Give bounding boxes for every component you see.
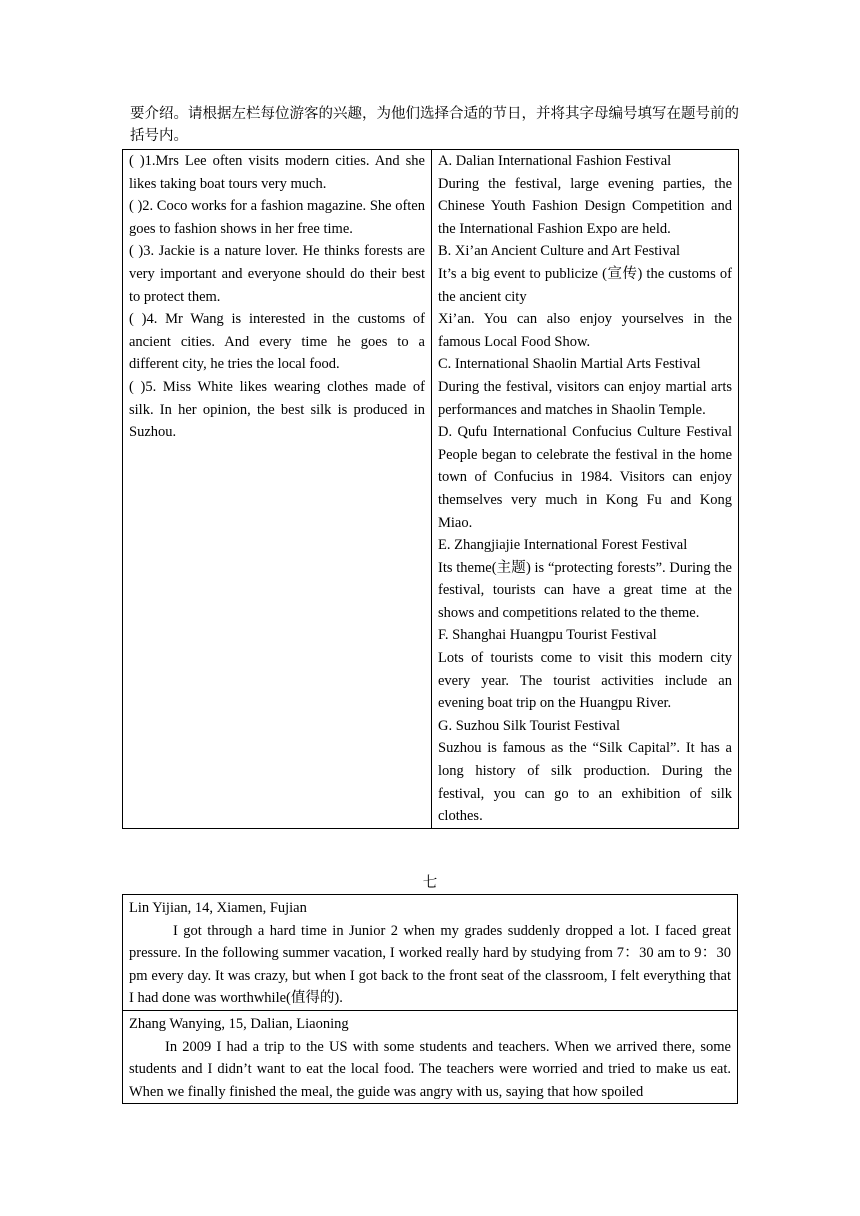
reading-entry-1 <box>123 895 738 1011</box>
visitor-text: 1.Mrs Lee often visits modern cities. And she likes taking boat tours very much. <box>129 153 425 192</box>
festival-description: Suzhou is famous as the “Silk Capital”. It has a long history of silk production. During the festival, you can go to an exhibition of silk clothes. <box>438 740 732 825</box>
matching-table <box>122 149 739 829</box>
festival-g <box>438 715 732 828</box>
festival-description: Its theme(主题) is “protecting forests”. During the festival, tourists can have a great time at the shows and competitions related to the theme. <box>438 559 732 621</box>
answer-bracket[interactable]: ( ) <box>129 311 147 328</box>
visitor-item-2 <box>129 195 425 240</box>
festival-title: B. Xi’an Ancient Culture and Art Festival <box>438 243 681 260</box>
visitor-item-4 <box>129 308 425 376</box>
answer-bracket[interactable]: ( ) <box>129 243 144 260</box>
festivals-column <box>432 150 739 829</box>
visitor-item-1 <box>129 150 425 195</box>
visitors-column <box>123 150 432 829</box>
festival-description-continued: Xi’an. You can also enjoy yourselves in the famous Local Food Show. <box>438 311 732 350</box>
festival-title: D. Qufu International Confucius Culture Festival <box>438 424 732 441</box>
festival-title: G. Suzhou Silk Tourist Festival <box>438 717 620 734</box>
answer-bracket[interactable]: ( ) <box>129 153 145 169</box>
festival-c <box>438 353 732 421</box>
festival-title: F. Shanghai Huangpu Tourist Festival <box>438 627 657 644</box>
festival-description: Lots of tourists come to visit this modern city every year. The tourist activities include an evening boat trip on the Huangpu River. <box>438 650 732 712</box>
answer-bracket[interactable]: ( ) <box>129 378 146 395</box>
festival-b <box>438 240 732 353</box>
visitor-text: 2. Coco works for a fashion magazine. She often goes to fashion shows in her free time. <box>129 198 425 237</box>
visitor-item-3 <box>129 240 425 308</box>
entry-author: Lin Yijian, 14, Xiamen, Fujian <box>129 900 307 916</box>
festival-f <box>438 624 732 714</box>
festival-description: During the festival, large evening parties, the Chinese Youth Fashion Design Competition and the International Fashion Expo are held. <box>438 175 732 237</box>
festival-description: People began to celebrate the festival in the home town of Confucius in 1984. Visitors can enjoy themselves very much in Kong Fu and Kong Miao. <box>438 446 732 531</box>
festival-description: During the festival, visitors can enjoy martial arts performances and matches in Shaolin Temple. <box>438 378 732 418</box>
visitor-item-5 <box>129 376 425 444</box>
section-heading: 七 <box>422 875 438 891</box>
entry-text: I got through a hard time in Junior 2 when my grades suddenly dropped a lot. I faced great pressure. In the following summer vacation, I worked really hard by studying from 7：30 am to 9：30 pm every day. It was crazy, but when I got back to the front seat of the classroom, I felt everything that I had done was worthwhile(值得的). <box>129 922 731 1007</box>
visitor-text: 5. Miss White likes wearing clothes made of silk. In her opinion, the best silk is produced in Suzhou. <box>129 378 425 441</box>
visitor-text: 4. Mr Wang is interested in the customs of ancient cities. And every time he goes to a different city, he tries the local food. <box>129 311 425 373</box>
festival-description: It’s a big event to publicize (宣传) the customs of the ancient city <box>438 265 732 305</box>
festival-a <box>438 150 732 240</box>
reading-table <box>122 894 738 1104</box>
festival-title: A. Dalian International Fashion Festival <box>438 153 672 169</box>
entry-author: Zhang Wanying, 15, Dalian, Liaoning <box>129 1015 349 1032</box>
festival-title: C. International Shaolin Martial Arts Festival <box>438 356 701 373</box>
entry-text: In 2009 I had a trip to the US with some students and teachers. When we arrived there, some students and I didn’t want to eat the local food. The teachers were worried and tried to make us eat. When we finally finished the meal, the guide was angry with us, saying that how spoiled <box>129 1038 731 1100</box>
reading-entry-2 <box>123 1010 738 1103</box>
visitor-text: 3. Jackie is a nature lover. He thinks forests are very important and everyone should do their best to protect them. <box>129 243 425 305</box>
answer-bracket[interactable]: ( ) <box>129 198 143 215</box>
instructions-text: 要介绍。请根据左栏每位游客的兴趣，为他们选择合适的节日，并将其字母编号填写在题号前的括号内。 <box>130 106 739 144</box>
festival-e <box>438 534 732 624</box>
festival-d <box>438 421 732 534</box>
festival-title: E. Zhangjiajie International Forest Festival <box>438 537 688 554</box>
